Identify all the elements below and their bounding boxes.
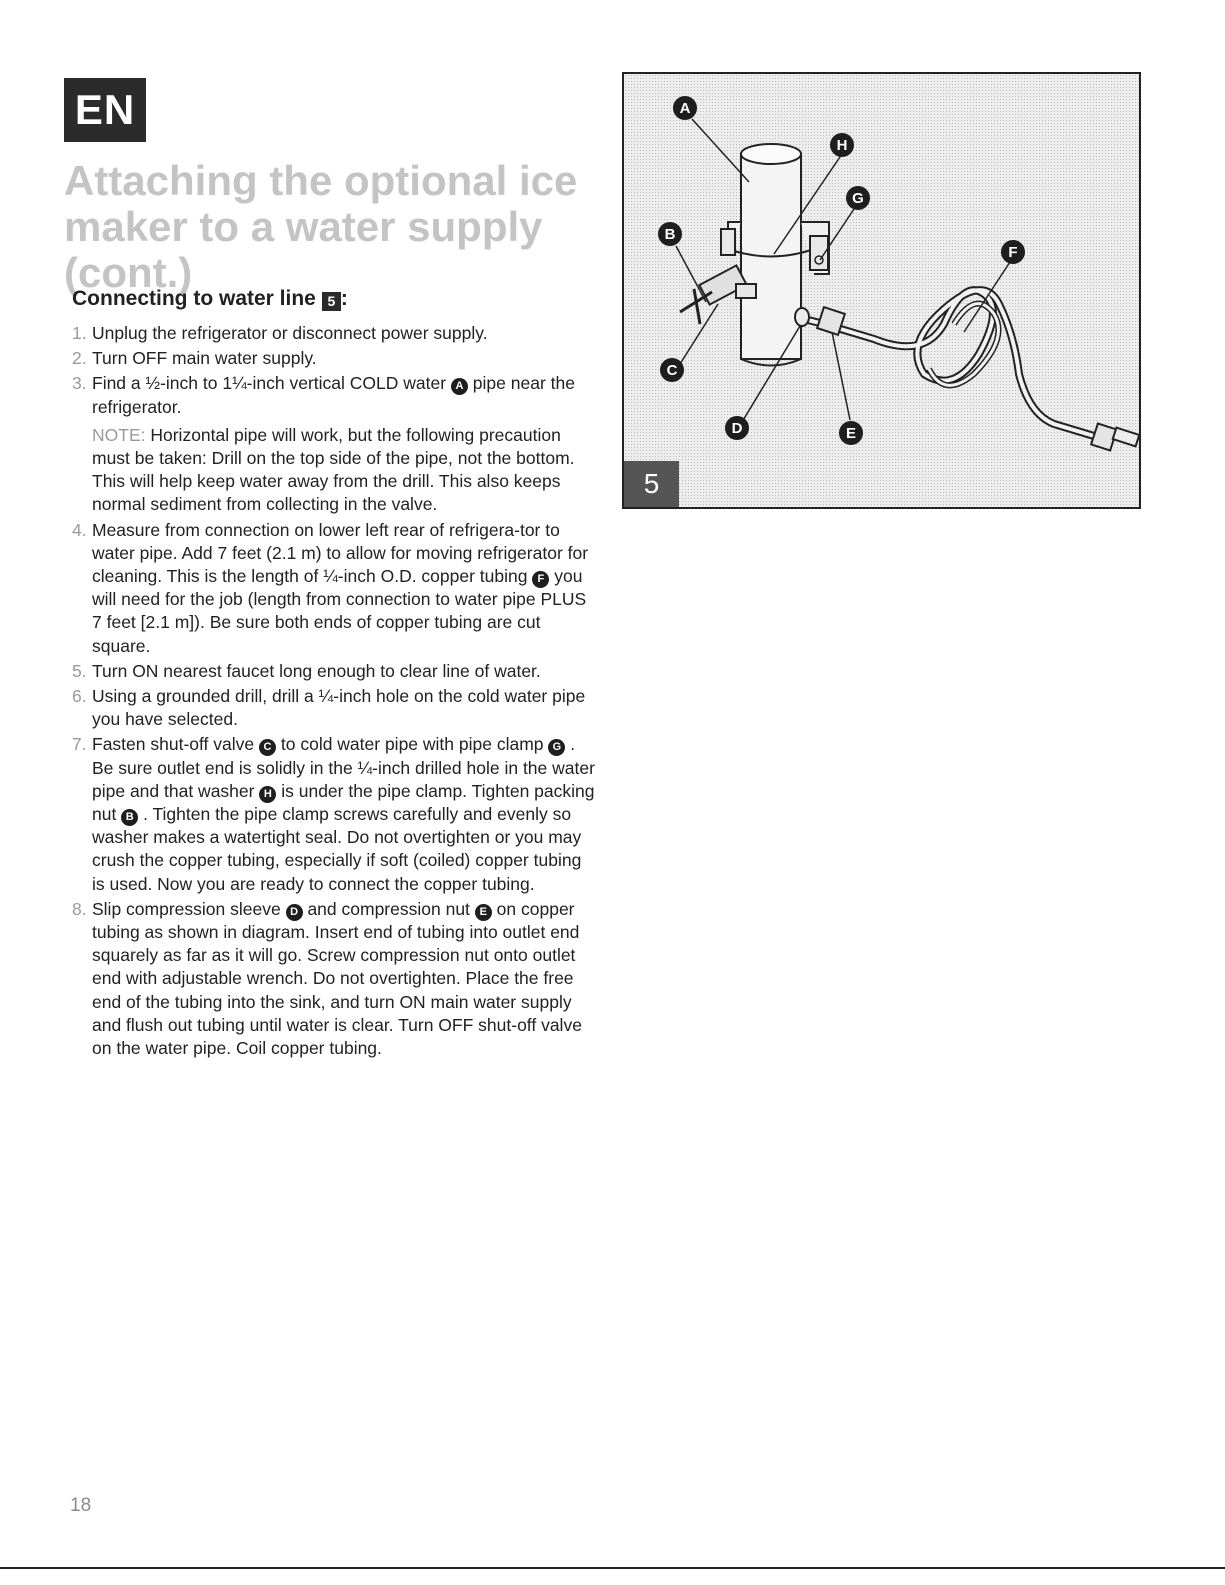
language-badge: EN — [64, 78, 146, 142]
step-text: pipe near the refrigerator. — [92, 373, 575, 417]
step-text: . Be sure outlet end is solidly in the ¼-inch drilled hole in the water pipe and that washer — [92, 734, 595, 801]
step-number: 5. — [72, 660, 87, 681]
step-6 — [72, 685, 597, 731]
step-text: Using a grounded drill, drill a ¼-inch hole on the cold water pipe you have selected. — [92, 686, 586, 730]
step-8 — [72, 898, 597, 1060]
step-text: Turn OFF main water supply. — [92, 348, 317, 369]
step-number: 6. — [72, 686, 87, 707]
note-text: Horizontal pipe will work, but the following precaution must be taken: Drill on the top side of the pipe, not the bottom. This will help keep water away from the drill. This also keeps normal sediment from collecting in the valve. — [92, 424, 575, 515]
step-text: Turn ON nearest faucet long enough to clear line of water. — [92, 660, 541, 681]
callout-d-label: D — [731, 420, 743, 437]
step-text: on copper tubing as shown in diagram. Insert end of tubing into outlet end squarely as far as it will go. Screw compression nut onto outlet end with adjustable wrench. Do not overtighten. Place the free end of the tubing into the sink, and turn ON main water supply and flush out tubing until water is clear. Turn OFF shut-off valve on the water pipe. Coil copper tubing. — [92, 898, 582, 1059]
step-text: . Tighten the pipe clamp screws carefully and evenly so washer makes a watertight seal. Do not overtighten or you may crush the copper tubing, especially if soft (coiled) copper tubing is used. Now you are ready to connect the copper tubing. — [92, 804, 582, 894]
part-callout-a-badge: A — [451, 378, 468, 395]
section-heading — [72, 287, 348, 311]
part-callout-h-badge: H — [259, 786, 276, 803]
figure-ref-badge: 5 — [322, 292, 341, 311]
step-text: and compression nut — [307, 898, 470, 919]
note-label: NOTE: — [92, 424, 146, 445]
callout-f-label: F — [1008, 244, 1018, 261]
step-number: 3. — [72, 373, 87, 394]
step-4 — [72, 519, 597, 658]
step-text: Unplug the refrigerator or disconnect power supply. — [92, 323, 488, 343]
instruction-steps — [72, 322, 597, 1062]
callout-g-label: G — [852, 190, 864, 207]
step-3 — [72, 372, 597, 516]
step-number: 1. — [72, 323, 87, 343]
page-number: 18 — [70, 1495, 92, 1516]
step-number: 4. — [72, 519, 87, 540]
step-text: to cold water pipe with pipe clamp — [280, 734, 544, 755]
bottom-rule — [0, 1567, 1225, 1569]
page-title: Attaching the optional ice maker to a water supply (cont.) — [64, 157, 578, 296]
step-text: Slip compression sleeve — [92, 898, 281, 919]
callout-a-label: A — [679, 100, 691, 117]
step-text: Fasten shut-off valve — [92, 734, 255, 755]
pipe-diagram-illustration — [624, 74, 1139, 507]
callout-c-label: C — [666, 362, 678, 379]
figure-5-diagram — [622, 72, 1141, 509]
step-number: 2. — [72, 348, 87, 369]
step-2 — [72, 347, 597, 370]
step-1 — [72, 322, 597, 345]
callout-b-label: B — [664, 226, 676, 243]
step-number: 7. — [72, 734, 87, 755]
step-note — [92, 424, 597, 517]
part-callout-e-badge: E — [475, 904, 492, 921]
callout-e-label: E — [845, 425, 857, 442]
part-callout-d-badge: D — [286, 904, 303, 921]
section-heading-text: Connecting to water line — [72, 287, 316, 310]
part-callout-b-badge: B — [121, 809, 138, 826]
step-text: Find a ½-inch to 1¼-inch vertical COLD water — [92, 373, 447, 394]
figure-number-badge: 5 — [624, 461, 679, 507]
step-text: is under the pipe clamp. Tighten packing nut — [92, 780, 595, 825]
section-heading-suffix: : — [340, 287, 348, 310]
step-7 — [72, 733, 597, 895]
part-callout-f-badge: F — [532, 571, 549, 588]
step-number: 8. — [72, 898, 87, 919]
step-text: Measure from connection on lower left rear of refrigera-tor to water pipe. Add 7 feet (2.1 m) to allow for moving refrigerator for cleaning. This is the length of ¼-inch O.D. copper tubing — [92, 519, 589, 587]
step-5 — [72, 660, 597, 683]
part-callout-c-badge: C — [259, 739, 276, 756]
part-callout-g-badge: G — [548, 739, 565, 756]
callout-h-label: H — [836, 137, 848, 154]
step-text: you will need for the job (length from connection to water pipe PLUS 7 feet [2.1 m]). Be sure both ends of copper tubing are cut square. — [92, 566, 587, 656]
